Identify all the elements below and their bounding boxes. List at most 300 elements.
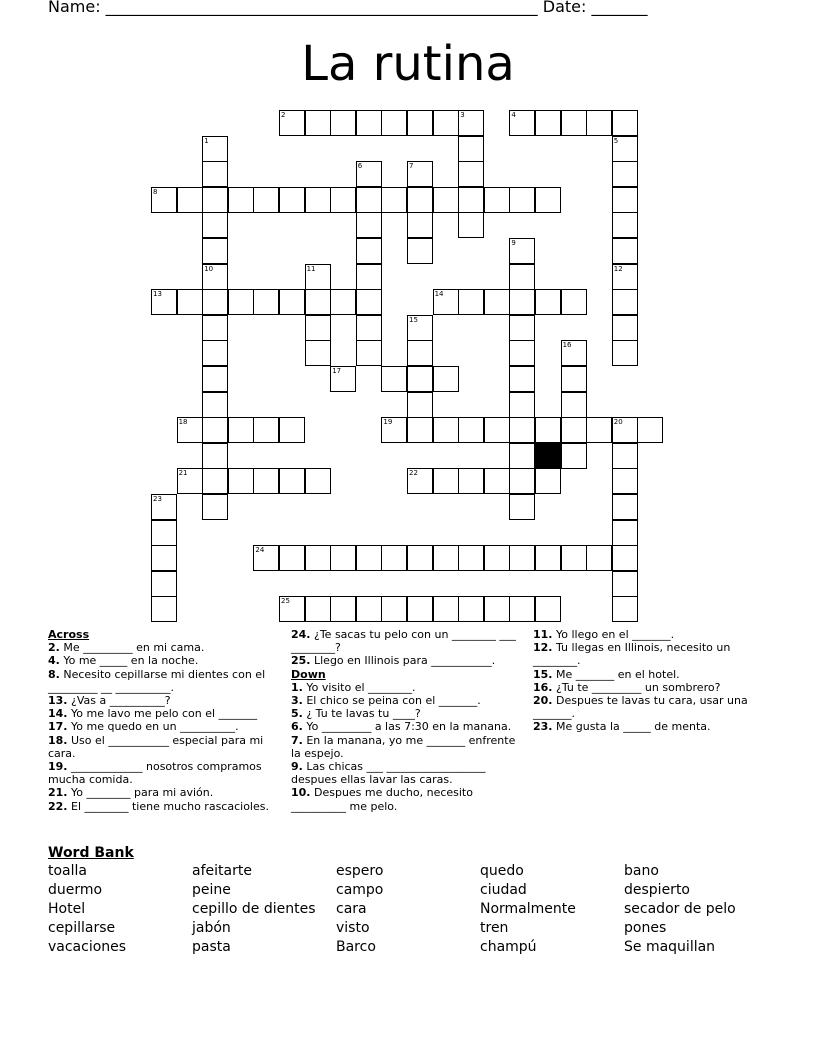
clue-number: 19: [383, 418, 393, 427]
crossword-cell[interactable]: [356, 238, 382, 264]
clue-number: 9: [511, 239, 516, 247]
crossword-cell[interactable]: [612, 545, 638, 571]
crossword-cell[interactable]: [356, 289, 382, 315]
crossword-cell[interactable]: [279, 417, 305, 443]
crossword-cell[interactable]: [612, 161, 638, 187]
clue-number: 7.: [291, 733, 303, 747]
clue-number: 23.: [533, 720, 553, 734]
crossword-cell[interactable]: [612, 238, 638, 264]
crossword-cell[interactable]: [561, 443, 587, 469]
crossword-cell[interactable]: [356, 340, 382, 366]
word-bank-word: Hotel: [48, 901, 86, 917]
crossword-cell[interactable]: [637, 417, 663, 443]
crossword-cell[interactable]: [458, 161, 484, 187]
clue-number: 22.: [48, 799, 68, 813]
word-bank-word: despierto: [624, 882, 690, 898]
crossword-cell[interactable]: [509, 315, 535, 341]
clue: [48, 786, 276, 799]
clue-number: 23: [153, 495, 162, 503]
crossword-cell[interactable]: [612, 315, 638, 341]
clue-number: 1: [204, 136, 209, 145]
clue-text: Tu llegas en Illinois, necesito un ________.: [533, 641, 731, 668]
clue: [291, 786, 517, 812]
clue: [48, 760, 276, 786]
crossword-cell[interactable]: [535, 110, 561, 136]
clue-number: 24: [255, 546, 265, 555]
clue-number: 11: [306, 264, 316, 273]
clue-number: 22: [409, 469, 418, 478]
crossword-cell[interactable]: [279, 545, 305, 571]
crossword-cell[interactable]: [484, 545, 510, 571]
word-bank-column: [480, 862, 576, 957]
crossword-cell[interactable]: [228, 289, 254, 315]
crossword-cell[interactable]: [484, 468, 510, 494]
crossword-cell[interactable]: [509, 340, 535, 366]
crossword-cell[interactable]: [407, 417, 433, 443]
crossword-cell[interactable]: [305, 289, 331, 315]
clue-number: 21.: [48, 786, 68, 800]
clue-number: 2.: [48, 641, 60, 655]
crossword-cell[interactable]: [330, 366, 356, 392]
crossword-cell[interactable]: [356, 110, 382, 136]
crossword-cell[interactable]: [484, 596, 510, 622]
crossword-cell[interactable]: [612, 571, 638, 597]
clue-number: 14.: [48, 707, 68, 721]
crossword-cell[interactable]: [509, 264, 535, 290]
crossword-cell[interactable]: [381, 545, 407, 571]
clue: [48, 694, 276, 707]
crossword-cell[interactable]: [561, 545, 587, 571]
crossword-cell[interactable]: [612, 110, 638, 136]
clue-text: Yo visito el ________.: [302, 680, 416, 694]
clue-number: 9.: [291, 760, 303, 774]
clue: [291, 694, 517, 707]
clue: [533, 641, 758, 667]
crossword-cell[interactable]: [509, 187, 535, 213]
crossword-cell[interactable]: [407, 110, 433, 136]
crossword-cell[interactable]: [177, 187, 203, 213]
crossword-cell[interactable]: [612, 212, 638, 238]
word-bank-word: quedo: [480, 863, 524, 879]
crossword-cell[interactable]: [407, 161, 433, 187]
crossword-cell[interactable]: [509, 468, 535, 494]
clue-text: Llego en Illinois para ___________.: [310, 654, 496, 668]
crossword-cell[interactable]: [356, 161, 382, 187]
crossword-cell[interactable]: [356, 212, 382, 238]
clue-number: 12: [613, 264, 623, 273]
clues-column-2: [291, 628, 517, 813]
clue-number: 13.: [48, 694, 68, 708]
clue: [291, 681, 517, 694]
crossword-cell[interactable]: [509, 596, 535, 622]
crossword-cell[interactable]: [228, 468, 254, 494]
clue-number: 21: [178, 469, 188, 478]
crossword-cell[interactable]: [561, 289, 587, 315]
crossword-cell[interactable]: [151, 520, 177, 546]
crossword-cell[interactable]: [202, 212, 228, 238]
crossword-cell[interactable]: [535, 596, 561, 622]
crossword-cell[interactable]: [458, 545, 484, 571]
crossword-cell[interactable]: [202, 315, 228, 341]
crossword-cell[interactable]: [458, 110, 484, 136]
crossword-cell[interactable]: [151, 289, 177, 315]
clue: [48, 654, 276, 667]
clue-number: 12.: [533, 641, 553, 655]
word-bank-heading: Word Bank: [48, 845, 134, 861]
clue-text: Yo ________ para mi avión.: [67, 786, 214, 800]
clue-text: ¿Tu te _________ un sombrero?: [552, 680, 721, 694]
crossword-cell[interactable]: [279, 110, 305, 136]
clue-number: 17.: [48, 720, 68, 734]
clue: [291, 628, 517, 654]
crossword-cell[interactable]: [305, 545, 331, 571]
clue-number: 20.: [533, 694, 553, 708]
clue-text: Me gusta la _____ de menta.: [552, 720, 711, 734]
crossword-cell[interactable]: [458, 187, 484, 213]
clue-text: Yo me quedo en un __________.: [67, 720, 239, 734]
crossword-cell[interactable]: [509, 494, 535, 520]
crossword-cell[interactable]: [509, 443, 535, 469]
word-bank-column: [192, 862, 316, 957]
crossword-cell[interactable]: [509, 545, 535, 571]
crossword-cell[interactable]: [253, 417, 279, 443]
crossword-cell[interactable]: [586, 545, 612, 571]
word-bank-word: bano: [624, 863, 659, 879]
word-bank-word: pones: [624, 920, 667, 936]
crossword-cell[interactable]: [202, 161, 228, 187]
crossword-cell[interactable]: [330, 596, 356, 622]
crossword-cell[interactable]: [612, 520, 638, 546]
crossword-cell[interactable]: [253, 187, 279, 213]
word-bank-word: cepillo de dientes: [192, 901, 316, 917]
clue: [291, 707, 517, 720]
clue: [291, 720, 517, 733]
crossword-cell[interactable]: [305, 468, 331, 494]
crossword-cell[interactable]: [356, 596, 382, 622]
crossword-cell[interactable]: [612, 494, 638, 520]
crossword-cell[interactable]: [151, 571, 177, 597]
crossword-cell[interactable]: [202, 468, 228, 494]
crossword-cell[interactable]: [535, 289, 561, 315]
crossword-cell[interactable]: [458, 468, 484, 494]
clue-text: Uso el ___________ especial para mi cara.: [48, 733, 264, 760]
clue: [48, 734, 276, 760]
crossword-cell[interactable]: [509, 238, 535, 264]
clue-number: 1.: [291, 680, 303, 694]
clue: [533, 668, 758, 681]
word-bank-word: espero: [336, 863, 384, 879]
word-bank-word: campo: [336, 882, 384, 898]
crossword-cell[interactable]: [509, 289, 535, 315]
clue-number: 7: [409, 162, 414, 171]
clue-number: 16: [562, 341, 572, 350]
crossword-cell[interactable]: [202, 187, 228, 213]
crossword-cell[interactable]: [202, 264, 228, 290]
crossword-cell[interactable]: [202, 443, 228, 469]
down-heading: Down: [291, 667, 326, 681]
crossword-cell[interactable]: [177, 468, 203, 494]
clue: [533, 628, 758, 641]
crossword-cell[interactable]: [612, 340, 638, 366]
crossword-cell[interactable]: [433, 545, 459, 571]
crossword-cell[interactable]: [381, 187, 407, 213]
clue-number: 10.: [291, 786, 311, 800]
crossword-cell[interactable]: [381, 110, 407, 136]
crossword-cell[interactable]: [484, 289, 510, 315]
crossword-cell[interactable]: [433, 289, 459, 315]
clue-number: 11.: [533, 628, 553, 641]
clue-text: _____________ nosotros compramos mucha comida.: [48, 760, 262, 787]
clue-number: 13: [153, 290, 162, 299]
crossword-cell[interactable]: [484, 187, 510, 213]
crossword-cell[interactable]: [458, 289, 484, 315]
clue-number: 6.: [291, 720, 303, 734]
crossword-cell[interactable]: [407, 366, 433, 392]
crossword-cell[interactable]: [177, 289, 203, 315]
crossword-cell[interactable]: [535, 187, 561, 213]
word-bank-word: duermo: [48, 882, 103, 898]
crossword-cell[interactable]: [458, 417, 484, 443]
crossword-cell[interactable]: [202, 238, 228, 264]
crossword-cell[interactable]: [484, 417, 510, 443]
crossword-cell[interactable]: [381, 417, 407, 443]
clues-column-3: [533, 628, 758, 734]
word-bank-word: ciudad: [480, 882, 527, 898]
crossword-cell[interactable]: [305, 187, 331, 213]
clue-text: El ________ tiene mucho rascacioles.: [67, 799, 269, 813]
crossword-cell[interactable]: [535, 468, 561, 494]
crossword-cell[interactable]: [356, 545, 382, 571]
word-bank-word: afeitarte: [192, 863, 252, 879]
clue-text: Despues me ducho, necesito __________ me pelo.: [291, 786, 473, 813]
crossword-cell[interactable]: [433, 366, 459, 392]
clue-text: El chico se peina con el _______.: [302, 694, 481, 708]
crossword-cell[interactable]: [177, 417, 203, 443]
crossword-cell[interactable]: [612, 136, 638, 162]
word-bank-word: cepillarse: [48, 920, 116, 936]
crossword-cell[interactable]: [433, 596, 459, 622]
word-bank-word: Se maquillan: [624, 939, 716, 955]
crossword-cell[interactable]: [509, 392, 535, 418]
clue: [533, 694, 758, 720]
clue-number: 10: [204, 264, 214, 273]
clue-number: 8.: [48, 667, 60, 681]
crossword-cell[interactable]: [407, 545, 433, 571]
word-bank-word: champú: [480, 939, 537, 955]
clue-number: 4: [511, 111, 516, 119]
clue-text: Me _________ en mi cama.: [59, 641, 205, 655]
word-bank-column: [48, 862, 126, 957]
clue-number: 6: [357, 162, 363, 171]
crossword-cell[interactable]: [433, 187, 459, 213]
word-bank-word: peine: [192, 882, 231, 898]
crossword-cell[interactable]: [151, 545, 177, 571]
crossword-cell[interactable]: [279, 289, 305, 315]
crossword-cell[interactable]: [253, 289, 279, 315]
crossword-cell[interactable]: [279, 596, 305, 622]
crossword-cell[interactable]: [407, 315, 433, 341]
crossword-cell[interactable]: [535, 417, 561, 443]
crossword-cell[interactable]: [151, 187, 177, 213]
word-bank-word: tren: [480, 920, 509, 936]
crossword-cell[interactable]: [612, 443, 638, 469]
crossword-cell[interactable]: [381, 366, 407, 392]
crossword-cell[interactable]: [202, 366, 228, 392]
crossword-cell[interactable]: [356, 187, 382, 213]
clue: [533, 681, 758, 694]
crossword-cell[interactable]: [305, 315, 331, 341]
crossword-cell[interactable]: [151, 494, 177, 520]
crossword-cell[interactable]: [253, 468, 279, 494]
crossword-cell[interactable]: [356, 264, 382, 290]
word-bank-word: cara: [336, 901, 367, 917]
word-bank-word: pasta: [192, 939, 231, 955]
black-cell: [535, 443, 561, 469]
crossword-cell[interactable]: [356, 315, 382, 341]
crossword-cell[interactable]: [228, 417, 254, 443]
crossword-cell[interactable]: [509, 366, 535, 392]
clue-number: 15: [409, 315, 418, 324]
crossword-cell[interactable]: [612, 289, 638, 315]
crossword-cell[interactable]: [586, 417, 612, 443]
clue: [48, 668, 276, 694]
clue-number: 8: [153, 187, 158, 196]
crossword-cell[interactable]: [407, 340, 433, 366]
crossword-cell[interactable]: [612, 187, 638, 213]
crossword-cell[interactable]: [561, 110, 587, 136]
crossword-cell[interactable]: [407, 468, 433, 494]
clue: [291, 654, 517, 667]
clue-number: 4.: [48, 654, 60, 668]
clue-text: Yo me _____ en la noche.: [59, 654, 199, 668]
crossword-cell[interactable]: [202, 136, 228, 162]
crossword-cell[interactable]: [305, 340, 331, 366]
crossword-cell[interactable]: [151, 596, 177, 622]
clue-number: 2: [281, 111, 286, 119]
crossword-cell[interactable]: [407, 596, 433, 622]
crossword-cell[interactable]: [407, 238, 433, 264]
across-clues: [48, 628, 276, 813]
clue-number: 18: [178, 418, 188, 427]
crossword-cell[interactable]: [612, 468, 638, 494]
crossword-cell[interactable]: [535, 545, 561, 571]
clue-number: 25.: [291, 654, 311, 668]
word-bank-word: Barco: [336, 939, 376, 955]
clue: [48, 720, 276, 733]
clue-text: Me _______ en el hotel.: [552, 667, 680, 681]
crossword-cell[interactable]: [612, 264, 638, 290]
crossword-cell[interactable]: [279, 187, 305, 213]
crossword-cell[interactable]: [305, 110, 331, 136]
clue-number: 14: [434, 290, 444, 299]
clue-number: 18.: [48, 733, 68, 747]
crossword-cell[interactable]: [381, 596, 407, 622]
clue-text: Despues te lavas tu cara, usar una _______.: [533, 694, 748, 721]
clue-number: 17: [332, 367, 342, 375]
page-title: La rutina: [301, 36, 515, 92]
crossword-cell[interactable]: [612, 417, 638, 443]
crossword-cell[interactable]: [202, 417, 228, 443]
crossword-cell[interactable]: [253, 545, 279, 571]
crossword-cell[interactable]: [433, 417, 459, 443]
clue-number: 25: [281, 597, 290, 606]
word-bank-word: visto: [336, 920, 370, 936]
clue-text: Yo llego en el _______.: [552, 628, 675, 641]
name-date-line: Name: ______________________________________________________ Date: _______: [48, 0, 648, 16]
clue-number: 3: [460, 111, 465, 119]
crossword-cell[interactable]: [407, 392, 433, 418]
clue-text: Yo _________ a las 7:30 en la manana.: [302, 720, 512, 734]
crossword-cell[interactable]: [202, 340, 228, 366]
crossword-cell[interactable]: [407, 212, 433, 238]
word-bank-word: jabón: [192, 920, 231, 936]
clue: [533, 720, 758, 733]
word-bank-word: Normalmente: [480, 901, 576, 917]
crossword-cell[interactable]: [228, 187, 254, 213]
clue-number: 16.: [533, 680, 553, 694]
clue-number: 15.: [533, 667, 553, 681]
crossword-cell[interactable]: [561, 417, 587, 443]
crossword-cell[interactable]: [279, 468, 305, 494]
crossword-cell[interactable]: [407, 187, 433, 213]
word-bank-column: [624, 862, 736, 957]
crossword-cell[interactable]: [458, 136, 484, 162]
crossword-cell[interactable]: [433, 110, 459, 136]
clue-text: En la manana, yo me _______ enfrente la espejo.: [291, 733, 516, 760]
crossword-cell[interactable]: [509, 417, 535, 443]
clue: [48, 641, 276, 654]
word-bank-word: vacaciones: [48, 939, 127, 955]
crossword-cell[interactable]: [458, 212, 484, 238]
crossword-cell[interactable]: [612, 596, 638, 622]
word-bank-word: toalla: [48, 863, 87, 879]
clue: [48, 800, 276, 813]
crossword-cell[interactable]: [330, 289, 356, 315]
crossword-cell[interactable]: [458, 596, 484, 622]
crossword-cell[interactable]: [330, 187, 356, 213]
clue-text: ¿Te sacas tu pelo con un ________ ___ ________?: [291, 628, 516, 655]
clue-text: ¿Vas a __________?: [67, 694, 171, 708]
word-bank-column: [336, 862, 383, 957]
crossword-cell[interactable]: [586, 110, 612, 136]
word-bank-word: secador de pelo: [624, 901, 736, 917]
crossword-cell[interactable]: [561, 340, 587, 366]
clue-number: 5.: [291, 707, 303, 721]
clue: [291, 760, 517, 786]
across-heading: Across: [48, 628, 90, 641]
crossword-cell[interactable]: [561, 392, 587, 418]
crossword-cell[interactable]: [561, 366, 587, 392]
crossword-cell[interactable]: [330, 545, 356, 571]
clue-number: 5: [613, 136, 619, 145]
clue-number: 19.: [48, 760, 68, 774]
clue-number: 3.: [291, 694, 303, 708]
crossword-cell[interactable]: [202, 392, 228, 418]
clue: [291, 734, 517, 760]
crossword-cell[interactable]: [305, 596, 331, 622]
clue-text: Yo me lavo me pelo con el _______: [67, 707, 258, 721]
clue: [48, 707, 276, 720]
clue-number: 24.: [291, 628, 311, 641]
crossword-cell[interactable]: [202, 289, 228, 315]
clue-text: ¿ Tu te lavas tu ____?: [302, 707, 421, 721]
crossword-cell[interactable]: [202, 494, 228, 520]
crossword-cell[interactable]: [305, 264, 331, 290]
crossword-cell[interactable]: [509, 110, 535, 136]
clue-text: Necesito cepillarse mi dientes con el _________ __ __________.: [48, 667, 266, 694]
crossword-cell[interactable]: [330, 110, 356, 136]
crossword-cell[interactable]: [433, 468, 459, 494]
